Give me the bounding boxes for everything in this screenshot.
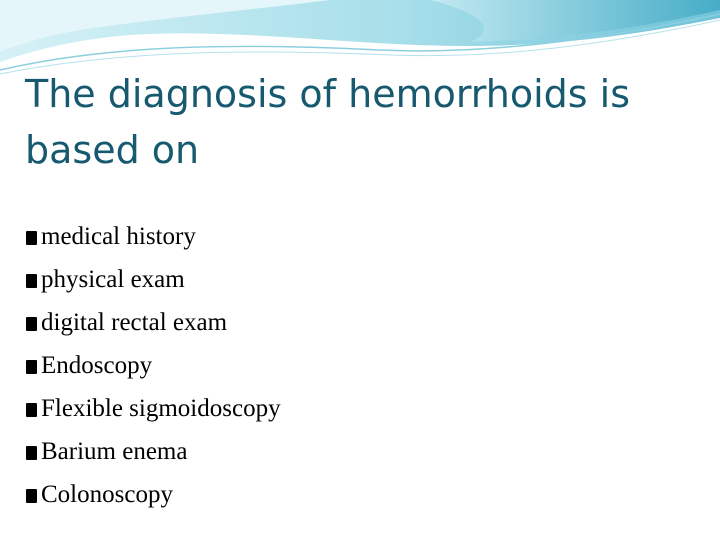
bullet-icon xyxy=(26,489,37,503)
list-item xyxy=(26,344,281,387)
slide-title: The diagnosis of hemorrhoids is based on xyxy=(25,72,630,172)
bullet-list xyxy=(26,215,281,516)
list-item xyxy=(26,387,281,430)
list-item xyxy=(26,473,281,516)
bullet-text: Barium enema xyxy=(41,438,188,465)
bullet-icon xyxy=(26,446,37,460)
bullet-icon xyxy=(26,231,37,245)
list-item xyxy=(26,430,281,473)
bullet-text: Flexible sigmoidoscopy xyxy=(41,395,281,422)
bullet-text: medical history xyxy=(41,223,196,250)
list-item xyxy=(26,215,281,258)
bullet-icon xyxy=(26,360,37,374)
bullet-text: physical exam xyxy=(41,266,185,293)
bullet-icon xyxy=(26,317,37,331)
bullet-icon xyxy=(26,403,37,417)
bullet-text: digital rectal exam xyxy=(41,309,228,336)
list-item xyxy=(26,258,281,301)
bullet-icon xyxy=(26,274,37,288)
list-item xyxy=(26,301,281,344)
bullet-text: Endoscopy xyxy=(41,352,153,379)
bullet-text: Colonoscopy xyxy=(41,481,173,508)
